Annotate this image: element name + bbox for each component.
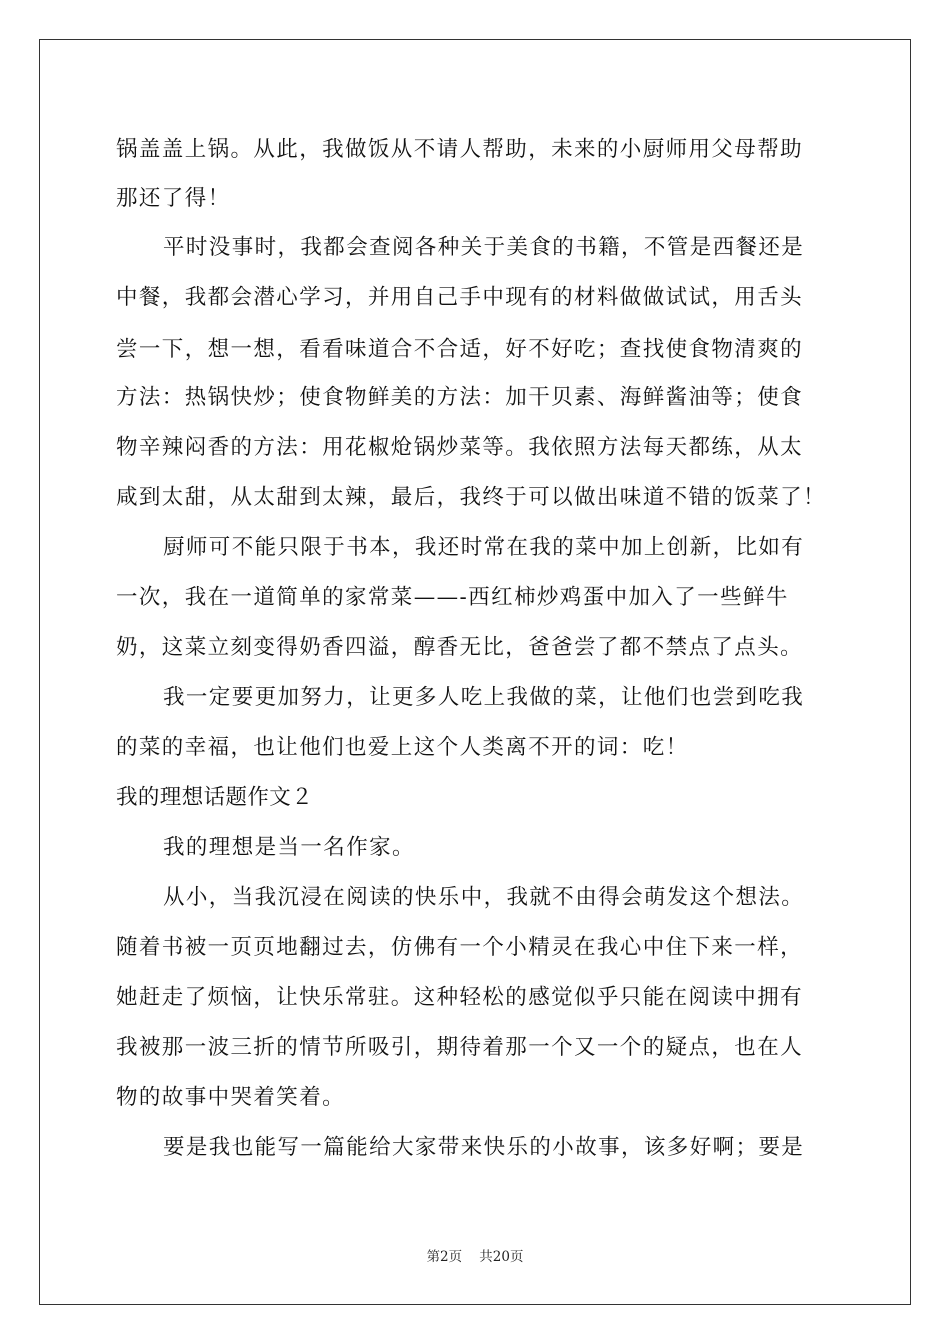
text-line: 奶，这菜立刻变得奶香四溢，醇香无比，爸爸尝了都不禁点了点头。	[116, 635, 804, 660]
text-line: 一次，我在一道简单的家常菜——-西红柿炒鸡蛋中加入了一些鲜牛	[116, 585, 789, 610]
section-heading: 我的理想话题作文２	[116, 785, 314, 810]
page-number: 第2页	[426, 1249, 463, 1265]
text-line: 方法：热锅快炒；使食物鲜美的方法：加干贝素、海鲜酱油等；使食	[116, 385, 804, 410]
page-footer	[0, 1248, 950, 1266]
text-line: 咸到太甜，从太甜到太辣，最后，我终于可以做出味道不错的饭菜了！	[116, 485, 826, 510]
text-line: 我的理想是当一名作家。	[163, 835, 415, 860]
text-line: 从小，当我沉浸在阅读的快乐中，我就不由得会萌发这个想法。	[163, 885, 805, 910]
text-line: 物的故事中哭着笑着。	[116, 1085, 346, 1110]
text-line: 要是我也能写一篇能给大家带来快乐的小故事，该多好啊；要是	[163, 1135, 805, 1160]
page-border	[39, 39, 911, 1305]
text-line: 平时没事时，我都会查阅各种关于美食的书籍，不管是西餐还是	[163, 235, 805, 260]
text-line: 尝一下，想一想，看看味道合不合适，好不好吃；查找使食物清爽的	[116, 337, 804, 362]
text-line: 随着书被一页页地翻过去，仿佛有一个小精灵在我心中住下来一样，	[116, 935, 804, 960]
text-line: 物辛辣闷香的方法：用花椒炝锅炒菜等。我依照方法每天都练，从太	[116, 435, 804, 460]
text-line: 的菜的幸福，也让他们也爱上这个人类离不开的词：吃！	[116, 735, 689, 760]
text-line: 我一定要更加努力，让更多人吃上我做的菜，让他们也尝到吃我	[163, 685, 805, 710]
page-total: 共20页	[479, 1249, 524, 1265]
text-line: 锅盖盖上锅。从此，我做饭从不请人帮助，未来的小厨师用父母帮助	[116, 137, 804, 162]
text-line: 那还了得！	[116, 186, 231, 211]
text-line: 她赶走了烦恼，让快乐常驻。这种轻松的感觉似乎只能在阅读中拥有	[116, 985, 804, 1010]
text-line: 我被那一波三折的情节所吸引，期待着那一个又一个的疑点，也在人	[116, 1035, 804, 1060]
text-line: 厨师可不能只限于书本，我还时常在我的菜中加上创新，比如有	[163, 535, 805, 560]
text-line: 中餐，我都会潜心学习，并用自己手中现有的材料做做试试，用舌头	[116, 285, 804, 310]
